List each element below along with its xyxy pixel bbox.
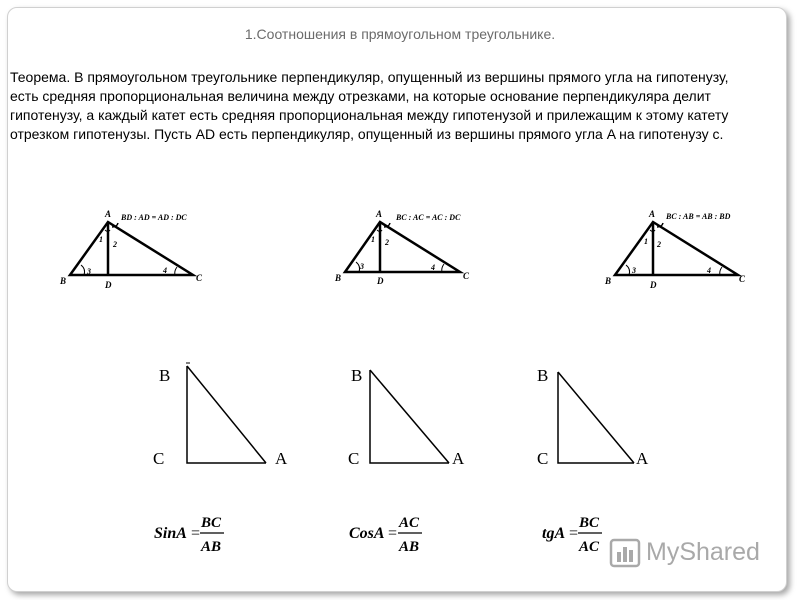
angle-label-3: 3 xyxy=(87,267,91,276)
ratio-formula: BD : AD = AD : DC xyxy=(121,213,187,222)
angle-label-2: 2 xyxy=(385,238,389,247)
triangle-figure-3 xyxy=(600,205,790,295)
angle-mark-3 xyxy=(81,265,85,275)
vertex-label-b: B xyxy=(159,366,171,385)
ratio-formula: BC : AC = AC : DC xyxy=(396,213,461,222)
vertex-label-d: D xyxy=(650,280,657,290)
theorem-text: Теорема. В прямоугольном треугольнике перпендикуляр, опущенный из вершины прямого угла на гипотенузу, есть средняя пропорциональная величина между отрезками, на которые основание перпендикуляра делит гипотенузу, а каждый катет есть средняя пропорциональная между гипотенузой и прилежащим к этому катету отрезком гипотенузы. Пусть AD есть перпендикуляр, опущенный из вершины прямого угла A на гипотенузу c. xyxy=(10,69,729,142)
equals-sign: = xyxy=(191,525,201,542)
vertex-label-c: C xyxy=(348,449,360,468)
watermark xyxy=(608,537,773,571)
right-triangle-3 xyxy=(530,358,680,473)
formula-denominator: AB xyxy=(399,539,420,555)
angle-label-2: 2 xyxy=(657,240,661,249)
angle-label-4: 4 xyxy=(707,266,711,275)
triangle-figure-1 xyxy=(55,205,245,295)
right-triangle-1 xyxy=(145,358,295,473)
formula-numerator: AC xyxy=(399,515,420,531)
vertex-label-b: B xyxy=(605,276,612,286)
vertex-label-b: B xyxy=(537,366,549,385)
triangle-figure-2 xyxy=(330,205,520,295)
right-triangle-2 xyxy=(340,358,490,473)
formula-denominator: AC xyxy=(579,539,600,555)
hypotenuse xyxy=(370,370,449,463)
angle-label-4: 4 xyxy=(163,266,167,275)
formula-lhs: CosA xyxy=(349,525,385,542)
angle-label-3: 3 xyxy=(632,266,636,275)
vertex-label-c: C xyxy=(196,273,203,283)
vertex-label-d: D xyxy=(105,280,112,290)
vertex-label-c: C xyxy=(537,449,549,468)
equals-sign: = xyxy=(569,525,579,542)
formula-numerator: BC xyxy=(579,515,600,531)
angle-label-1: 1 xyxy=(644,237,648,246)
formula-lhs: tgA xyxy=(542,525,566,542)
vertex-label-d: D xyxy=(377,276,384,286)
angle-label-3: 3 xyxy=(360,262,364,271)
equals-sign: = xyxy=(388,525,398,542)
hypotenuse xyxy=(187,366,266,463)
chart-logo-icon xyxy=(610,539,642,569)
angle-label-4: 4 xyxy=(431,263,435,272)
angle-label-1: 1 xyxy=(99,235,103,244)
angle-label-2: 2 xyxy=(113,240,117,249)
formula-denominator: AB xyxy=(201,539,222,555)
formula-cos xyxy=(345,508,435,558)
page-title: 1.Соотношения в прямоугольном треугольнике. xyxy=(244,26,556,42)
formula-sin xyxy=(150,508,240,558)
vertex-label-a: A xyxy=(105,209,112,219)
ratio-formula: BC : AB = AB : BD xyxy=(666,212,731,221)
vertex-label-b: B xyxy=(335,273,342,283)
angle-mark-3 xyxy=(626,265,630,275)
watermark-text: MyShared xyxy=(646,538,760,566)
formula-numerator: BC xyxy=(201,515,222,531)
vertex-label-a: A xyxy=(376,209,383,219)
angle-label-1: 1 xyxy=(371,235,375,244)
vertex-label-b: B xyxy=(351,366,363,385)
vertex-label-a: A xyxy=(452,449,465,468)
vertex-label-a: A xyxy=(636,449,649,468)
vertex-label-b: B xyxy=(60,276,67,286)
vertex-label-c: C xyxy=(739,274,746,284)
hypotenuse xyxy=(558,372,634,463)
vertex-label-c: C xyxy=(153,449,165,468)
vertex-label-a: A xyxy=(275,449,288,468)
vertex-label-a: A xyxy=(649,209,656,219)
formula-lhs: SinA xyxy=(154,525,187,542)
vertex-label-c: C xyxy=(463,271,470,281)
